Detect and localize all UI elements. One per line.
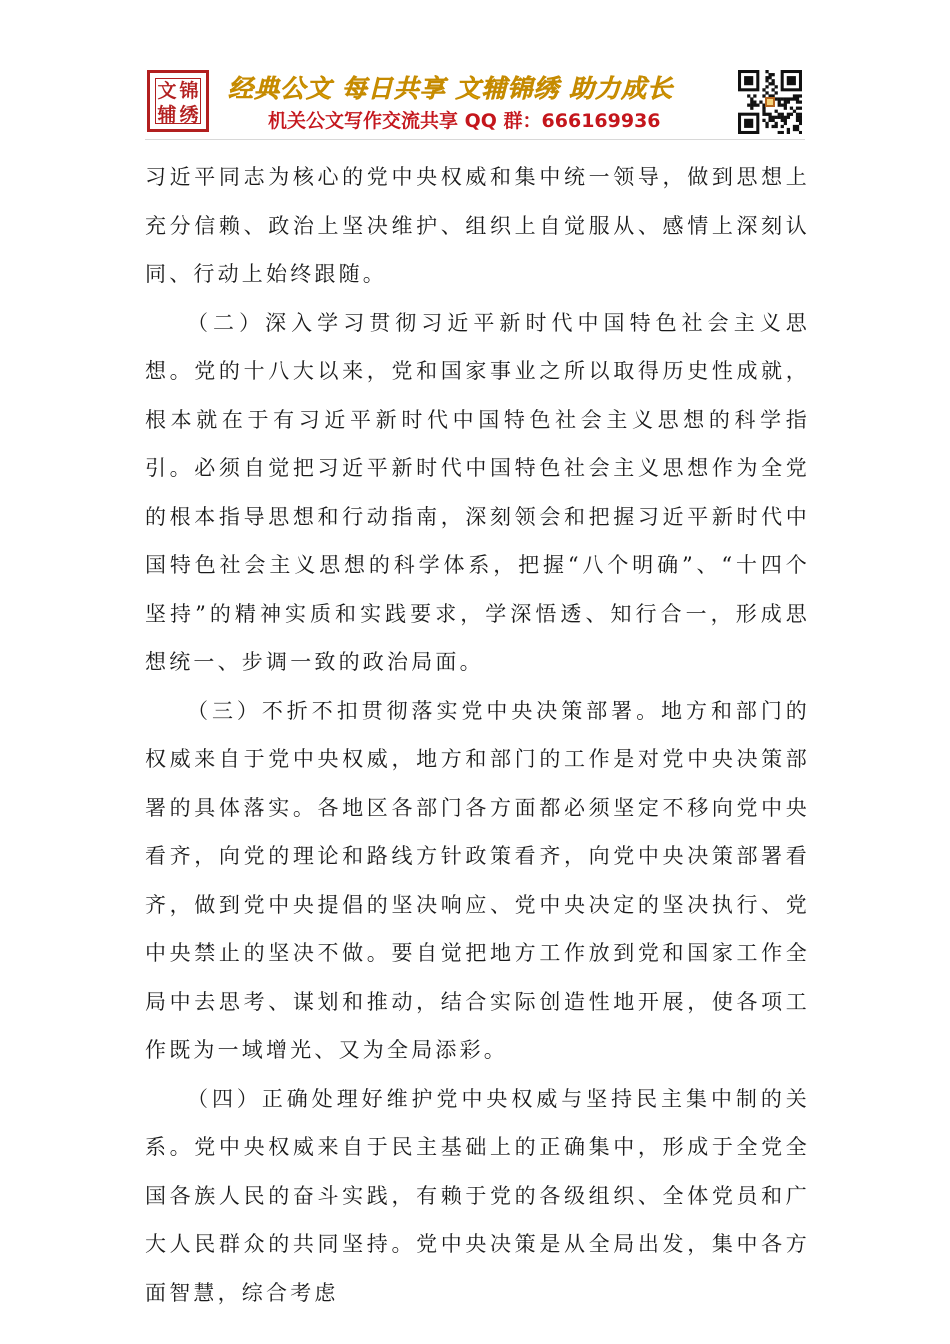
document-body (145, 153, 810, 1317)
seal-frame (155, 78, 201, 124)
seal-character: 锦 (179, 80, 199, 102)
page-header (0, 0, 950, 140)
seal-character: 绣 (179, 104, 199, 126)
header-divider (145, 139, 805, 140)
header-qq-group: 机关公文写作交流共享 QQ 群：666169936 (268, 110, 661, 132)
seal-logo (147, 70, 209, 132)
paragraph-1: 习近平同志为核心的党中央权威和集中统一领导，做到思想上充分信赖、政治上坚决维护、组织上自觉服从、感情上深刻认同、行动上始终跟随。 (145, 165, 810, 286)
seal-character: 辅 (157, 104, 177, 126)
paragraph-3: （三）不折不扣贯彻落实党中央决策部署。地方和部门的权威来自于党中央权威，地方和部门的工作是对党中央决策部署的具体落实。各地区各部门各方面都必须坚定不移向党中央看齐，向党的理论和路线方针政策看齐，向党中央决策部署看齐，做到党中央提倡的坚决响应、党中央决定的坚决执行、党中央禁止的坚决不做。要自觉把地方工作放到党和国家工作全局中去思考、谋划和推动，结合实际创造性地开展，使各项工作既为一域增光、又为全局添彩。 (145, 698, 810, 1062)
qr-code-icon (738, 70, 802, 134)
paragraph-4: （四）正确处理好维护党中央权威与坚持民主集中制的关系。党中央权威来自于民主基础上的正确集中，形成于全党全国各族人民的奋斗实践，有赖于党的各级组织、全体党员和广大人民群众的共同坚持。党中央决策是从全局出发，集中各方面智慧，综合考虑 (145, 1086, 810, 1305)
header-slogan: 经典公文 每日共享 文辅锦绣 助力成长 (228, 74, 674, 103)
paragraph-2: （二）深入学习贯彻习近平新时代中国特色社会主义思想。党的十八大以来，党和国家事业之所以取得历史性成就，根本就在于有习近平新时代中国特色社会主义思想的科学指引。必须自觉把习近平新时代中国特色社会主义思想作为全党的根本指导思想和行动指南，深刻领会和把握习近平新时代中国特色社会主义思想的科学体系，把握“八个明确”、“十四个坚持”的精神实质和实践要求，学深悟透、知行合一，形成思想统一、步调一致的政治局面。 (145, 310, 810, 674)
seal-character: 文 (157, 80, 177, 102)
